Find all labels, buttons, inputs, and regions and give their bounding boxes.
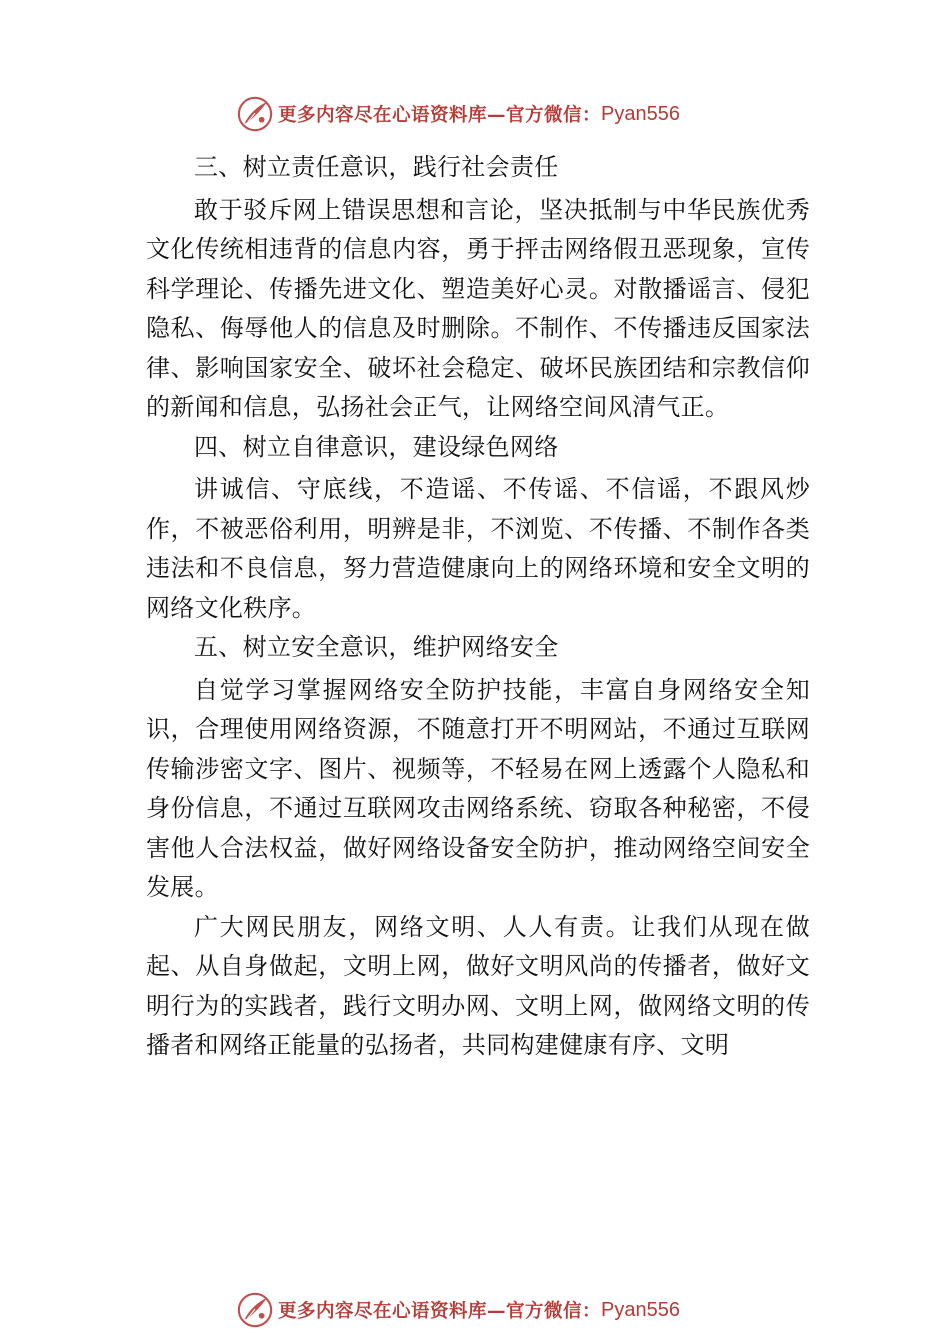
quill-logo-icon [236, 95, 274, 133]
body-paragraph: 讲诚信、守底线，不造谣、不传谣、不信谣，不跟风炒作，不被恶俗利用，明辨是非，不浏览、不传播、不制作各类违法和不良信息，努力营造健康向上的网络环境和安全文明的网络文化秩序。 [146, 475, 810, 622]
footer-banner [236, 1290, 680, 1330]
section-heading: 四、树立自律意识，建设绿色网络 [194, 432, 559, 461]
quill-logo-icon [236, 1291, 274, 1329]
banner-text: 更多内容尽在心语资料库—官方微信： [278, 1301, 602, 1322]
wechat-id: Pyan556 [601, 1298, 680, 1321]
body-paragraph: 敢于驳斥网上错误思想和言论，坚决抵制与中华民族优秀文化传统相违背的信息内容，勇于抨击网络假丑恶现象，宣传科学理论、传播先进文化、塑造美好心灵。对散播谣言、侵犯隐私、侮辱他人的信息及时删除。不制作、不传播违反国家法律、影响国家安全、破坏社会稳定、破坏民族团结和宗教信仰的新闻和信息，弘扬社会正气，让网络空间风清气正。 [146, 195, 810, 421]
document-body [146, 148, 810, 1066]
section-heading: 三、树立责任意识，践行社会责任 [194, 153, 559, 181]
header-banner [236, 94, 680, 134]
section-heading: 五、树立安全意识，维护网络安全 [194, 633, 559, 661]
banner-text: 更多内容尽在心语资料库—官方微信： [278, 105, 602, 126]
body-paragraph: 广大网民朋友，网络文明、人人有责。让我们从现在做起、从自身做起，文明上网，做好文明风尚的传播者，做好文明行为的实践者，践行文明办网、文明上网，做网络文明的传播者和网络正能量的弘扬者，共同构建健康有序、文明 [146, 912, 810, 1059]
body-paragraph: 自觉学习掌握网络安全防护技能，丰富自身网络安全知识，合理使用网络资源，不随意打开不明网站，不通过互联网传输涉密文字、图片、视频等，不轻易在网上透露个人隐私和身份信息，不通过互联网攻击网络系统、窃取各种秘密，不侵害他人合法权益，做好网络设备安全防护，推动网络空间安全发展。 [146, 675, 810, 901]
wechat-id: Pyan556 [601, 102, 680, 125]
